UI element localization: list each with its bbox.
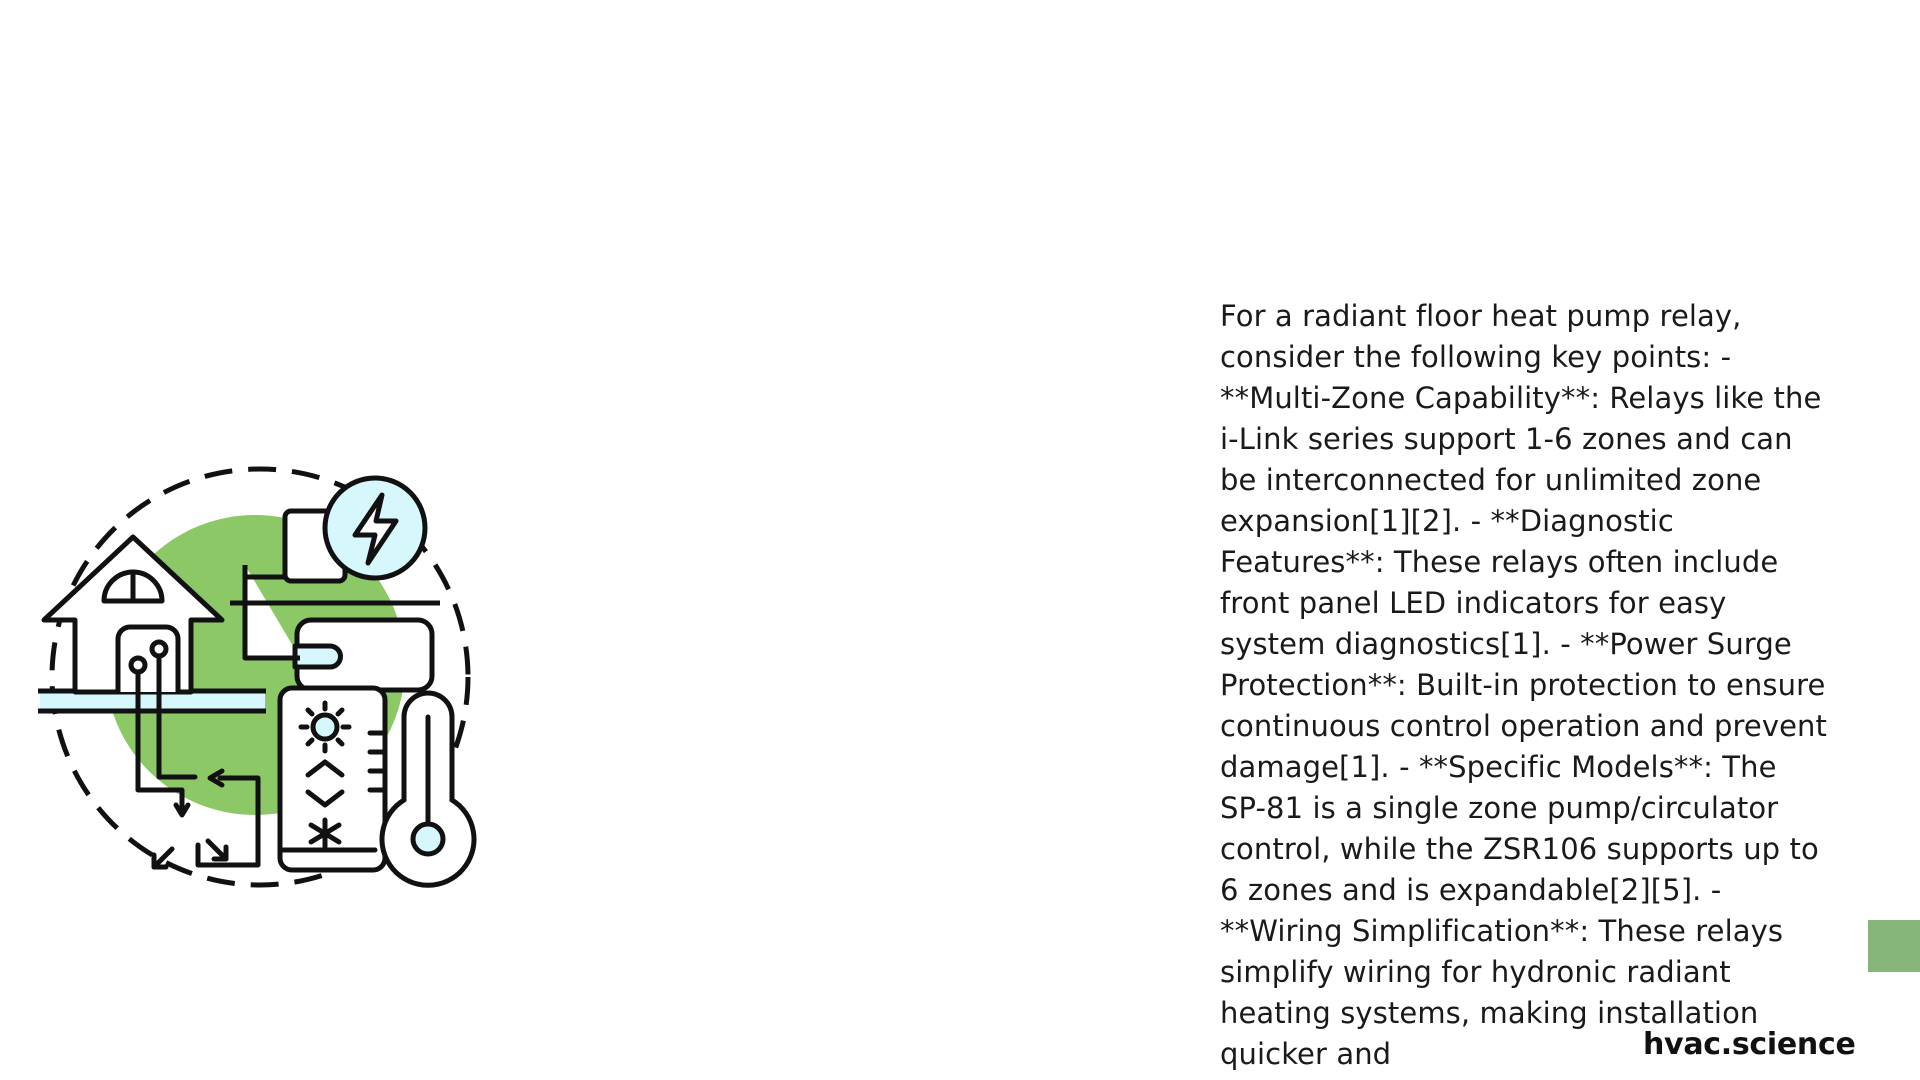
thermometer-icon bbox=[382, 693, 474, 885]
brand-watermark: hvac.science bbox=[1643, 1027, 1856, 1062]
body-text: For a radiant floor heat pump relay, consider the following key points: - **Multi-Zone Capability**: Relays like the i-Link series support 1-6 zones and can be interconnected for unlimited zone expansion[1][2]. - **Diagnostic Features**: These relays often include front panel LED indicators for easy system diagnostics[1]. - **Power Surge Protection**: Built-in protection to ensure continuous control operation and prevent damage[1]. - **Specific Models**: The SP-81 is a single zone pump/circulator control, while the ZSR106 supports up to 6 zones and is expandable[2][5]. - **Wiring Simplification**: These relays simplify wiring for hydronic radiant heating systems, making installation quicker and bbox=[1220, 299, 1827, 1071]
accent-square bbox=[1868, 920, 1920, 972]
lightning-icon bbox=[325, 478, 425, 578]
smart-home-heating-icon bbox=[30, 455, 490, 915]
thermostat-panel-icon bbox=[280, 688, 385, 870]
ground-band bbox=[40, 693, 265, 709]
